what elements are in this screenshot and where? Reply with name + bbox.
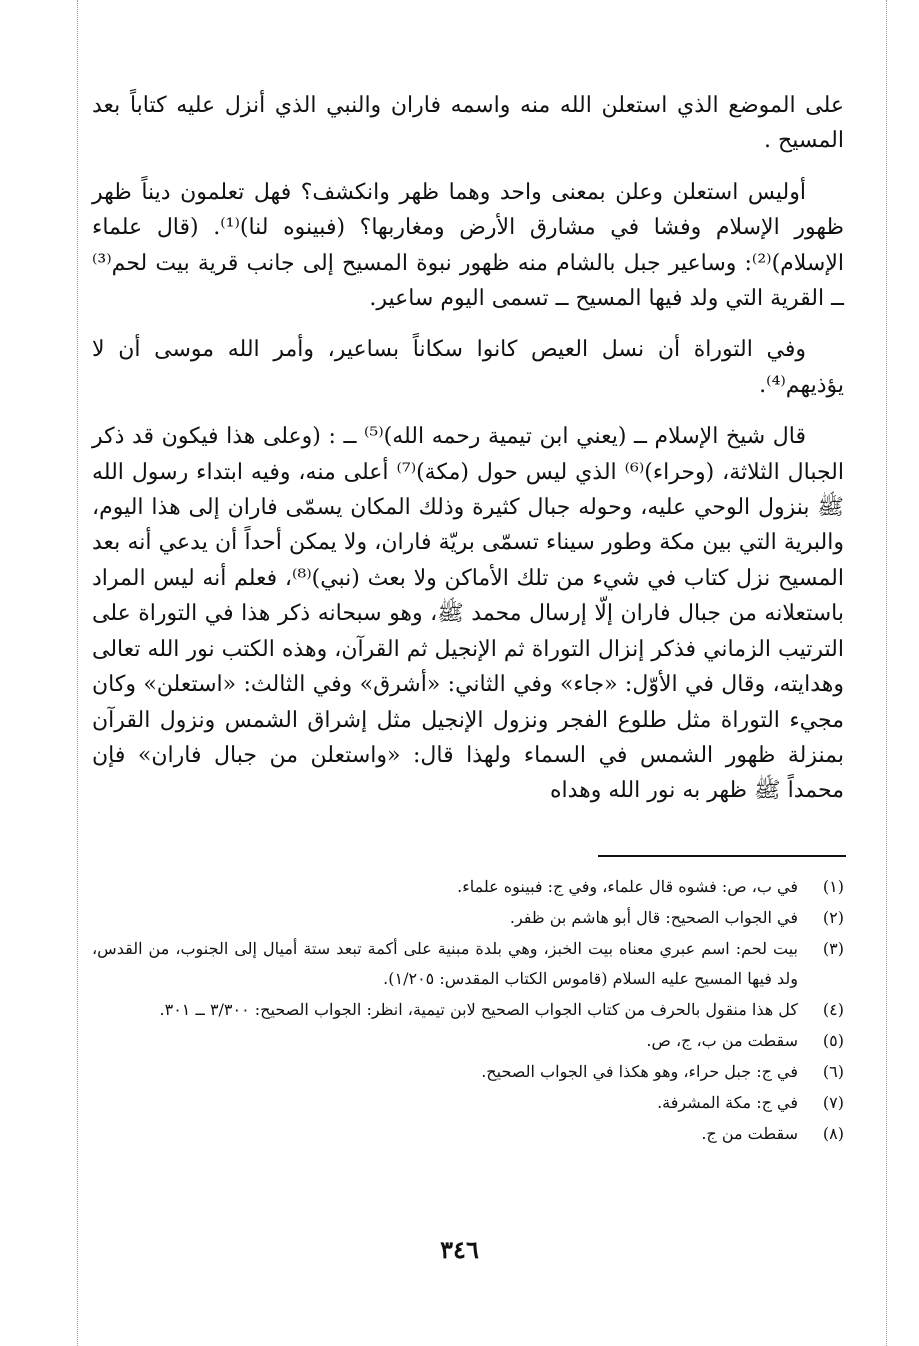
footnote-5 (92, 1026, 844, 1056)
footnote-6 (92, 1057, 844, 1087)
footnote-text: في الجواب الصحيح: قال أبو هاشم بن ظفر. (509, 908, 798, 927)
paragraph-4: قال شيخ الإسلام ــ (يعني ابن تيمية رحمه الله)⁽⁵⁾ ــ : (وعلى هذا فيكون قد ذكر الجبال الثلاثة، (وحراء)⁽⁶⁾ الذي ليس حول (مكة)⁽⁷⁾ أعلى منه، وفيه ابتداء رسول الله ﷺ بنزول الوحي عليه، وحوله جبال كثيرة وذلك المكان يسمّى فاران إلى هذا اليوم، والبرية التي بين مكة وطور سيناء تسمّى بريّة فاران، ولا يمكن أحداً أن يدعي أنه بعد المسيح نزل كتاب في شيء من تلك الأماكن ولا بعث (نبي)⁽⁸⁾، فعلم أنه ليس المراد باستعلانه من جبال فاران إلّا إرسال محمد ﷺ، وهو سبحانه ذكر هذا في التوراة على الترتيب الزماني فذكر إنزال التوراة ثم الإنجيل ثم القرآن، وهذه الكتب نور الله تعالى وهدايته، وقال في الأوّل: «جاء» وفي الثاني: «أشرق» وفي الثالث: «استعلن» وكان مجيء التوراة مثل طلوع الفجر ونزول الإنجيل مثل إشراق الشمس ونزول القرآن بمنزلة ظهور الشمس في السماء ولهذا قال: «واستعلن من جبال فاران» فإن محمداً ﷺ ظهر به نور الله وهداه (92, 424, 844, 804)
footnote-2 (92, 903, 844, 933)
footnote-number: (١) (822, 877, 844, 896)
footnote-divider (598, 855, 846, 857)
footnote-text: في ب، ص: فشوه قال علماء، وفي ج: فبينوه علماء. (457, 877, 798, 896)
footnote-text: في ج: جبل حراء، وهو هكذا في الجواب الصحيح. (481, 1062, 798, 1081)
footnote-number: (٦) (822, 1062, 844, 1081)
paragraph-2: أوليس استعلن وعلن بمعنى واحد وهما ظهر وانكشف؟ فهل تعلمون ديناً ظهر ظهور الإسلام وفشا في مشارق الأرض ومغاربها؟ (فبينوه لنا)⁽¹⁾. (قال علماء الإسلام)⁽²⁾: وساعير جبل بالشام منه ظهور نبوة المسيح إلى جانب قرية بيت لحم⁽³⁾ ــ القرية التي ولد فيها المسيح ــ تسمى اليوم ساعير. (92, 179, 844, 312)
paragraph-3: وفي التوراة أن نسل العيص كانوا سكاناً بساعير، وأمر الله موسى أن لا يؤذيهم⁽⁴⁾. (92, 337, 844, 398)
scan-dotted-line-right (886, 0, 887, 1346)
footnote-number: (٨) (822, 1124, 844, 1143)
scan-dotted-line-left (77, 0, 78, 1346)
footnote-text: بيت لحم: اسم عبري معناه بيت الخبز، وهي بلدة مبنية على أكمة تبعد ستة أميال إلى الجنوب، من القدس، ولد فيها المسيح عليه السلام (قاموس الكتاب المقدس: ١/٢٠٥). (92, 939, 799, 988)
page-number: ٣٤٦ (440, 1235, 479, 1264)
footnote-number: (٧) (822, 1093, 844, 1112)
footnotes-list (92, 872, 844, 1150)
footnote-number: (٤) (822, 1000, 844, 1019)
footnote-8 (92, 1119, 844, 1149)
footnote-number: (٣) (822, 939, 844, 958)
footnote-7 (92, 1088, 844, 1118)
footnote-number: (٥) (822, 1031, 844, 1050)
page-body (92, 88, 844, 825)
footnote-text: سقطت من ب، ج، ص. (646, 1031, 798, 1050)
footnote-text: سقطت من ج. (701, 1124, 798, 1143)
footnote-text: في ج: مكة المشرفة. (657, 1093, 798, 1112)
footnote-text: كل هذا منقول بالحرف من كتاب الجواب الصحيح لابن تيمية، انظر: الجواب الصحيح: ٣/٣٠٠ ــ ٣٠١. (159, 1000, 798, 1019)
paragraph-1: على الموضع الذي استعلن الله منه واسمه فاران والنبي الذي أنزل عليه كتاباً بعد المسيح . (92, 93, 844, 154)
footnote-number: (٢) (822, 908, 844, 927)
footnote-3 (92, 934, 844, 994)
footnote-1 (92, 872, 844, 902)
footnote-4 (92, 995, 844, 1025)
